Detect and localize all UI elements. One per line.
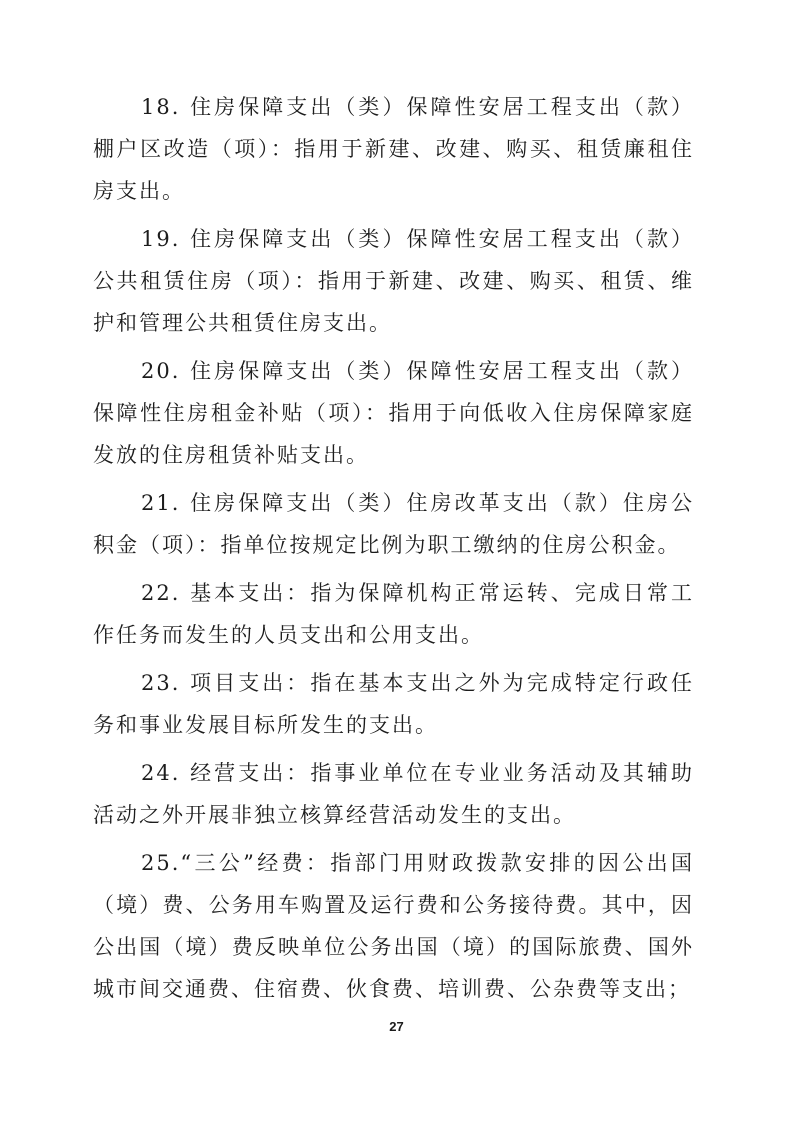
paragraph-25: 25.“三公”经费：指部门用财政拨款安排的因公出国（境）费、公务用车购置及运行费和公务接待费。其中，因公出国（境）费反映单位公务出国（境）的国际旅费、国外城市间交通费、住宿费、伙食费、培训费、公杂费等支出； (93, 851, 694, 1001)
paragraph-19: 19. 住房保障支出（类）保障性安居工程支出（款）公共租赁住房（项）：指用于新建、改建、购买、租赁、维护和管理公共租赁住房支出。 (93, 227, 694, 335)
paragraph-24: 24. 经营支出：指事业单位在专业业务活动及其辅助活动之外开展非独立核算经营活动发生的支出。 (93, 761, 694, 827)
page-number: 27 (389, 1019, 404, 1034)
paragraph-20: 20. 住房保障支出（类）保障性安居工程支出（款）保障性住房租金补贴（项）：指用于向低收入住房保障家庭发放的住房租赁补贴支出。 (93, 359, 694, 467)
paragraph-22: 22. 基本支出：指为保障机构正常运转、完成日常工作任务而发生的人员支出和公用支出。 (93, 581, 694, 647)
paragraph-23: 23. 项目支出：指在基本支出之外为完成特定行政任务和事业发展目标所发生的支出。 (93, 671, 694, 737)
document-body (93, 86, 694, 1010)
paragraph-18: 18. 住房保障支出（类）保障性安居工程支出（款）棚户区改造（项）：指用于新建、改建、购买、租赁廉租住房支出。 (93, 95, 694, 203)
paragraph-21: 21. 住房保障支出（类）住房改革支出（款）住房公积金（项）：指单位按规定比例为职工缴纳的住房公积金。 (93, 491, 694, 557)
